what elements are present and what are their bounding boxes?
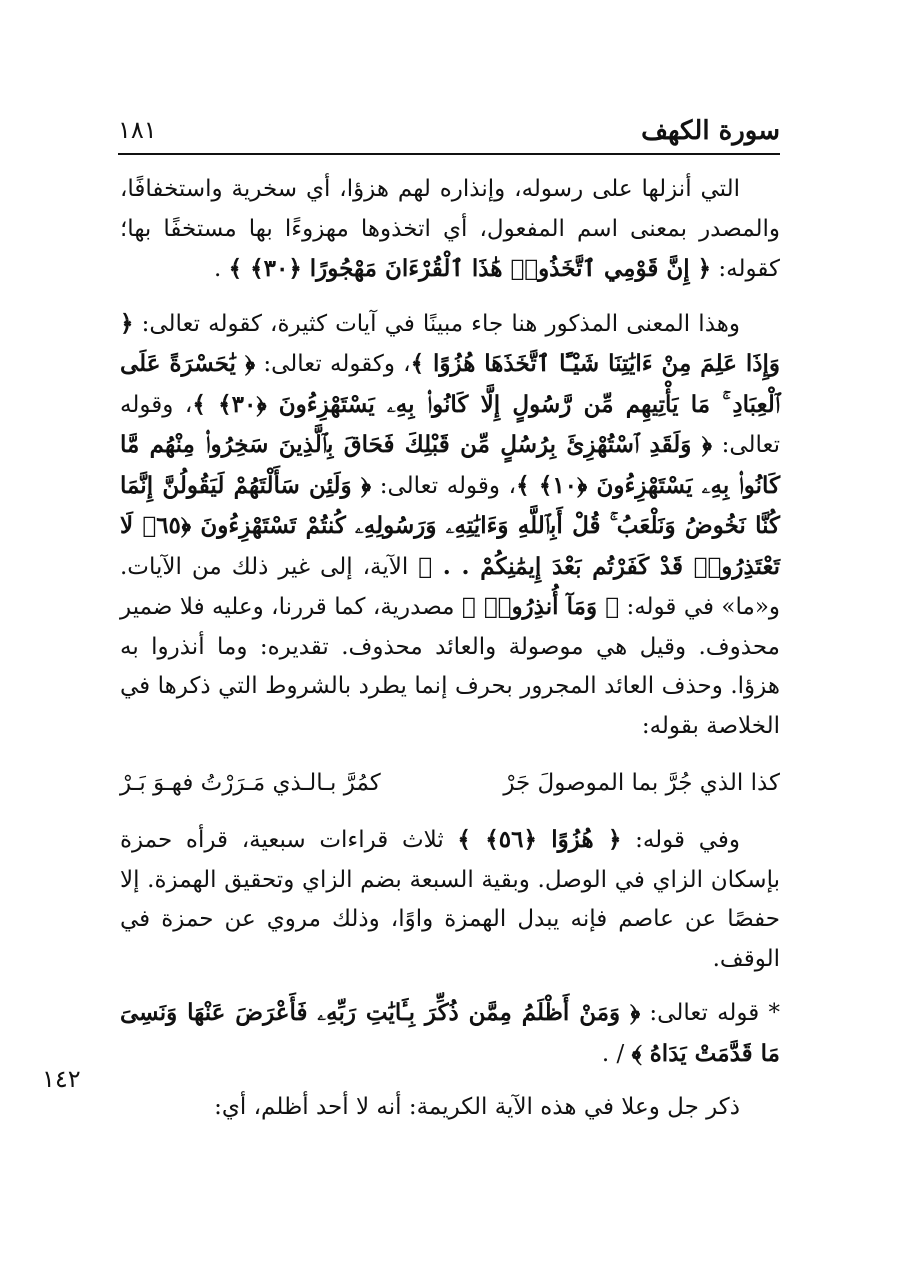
text-run: ، وكقوله تعالى: <box>255 351 411 377</box>
margin-page-number: ١٤٢ <box>42 1065 81 1093</box>
quran-verse: ﴿ هُزُوًا ﴿٥٦﴾ ﴾ <box>457 826 622 853</box>
paragraph-4 <box>120 993 780 1074</box>
text-run: . <box>214 256 229 282</box>
quran-verse: ﴿ إِنَّ قَوْمِي ٱتَّخَذُوا۟ هَٰذَا ٱلْقُرْءَانَ مَهْجُورًا ﴿٣٠﴾ ﴾ <box>228 255 712 282</box>
text-run: ثلاث قراءات سبعية، قرأه حمزة بإسكان الزاي في الوصل. وبقية السبعة بضم الزاي وتحقيق الهمزة. إلا حفصًا عن عاصم فإنه يبدل الهمزة واوًا، وذلك مروي عن حمزة في الوقف. <box>120 827 780 972</box>
quran-verse: ﴿ يَٰحَسْرَةً عَلَى ٱلْعِبَادِ ۚ مَا يَأْتِيهِم مِّن رَّسُولٍ إِلَّا كَانُوا۟ بِهِۦ يَسْتَهْزِءُونَ ﴿٣٠﴾ ﴾ <box>120 350 780 418</box>
paragraph-5 <box>120 1088 780 1128</box>
text-run: وهذا المعنى المذكور هنا جاء مبينًا في آيات كثيرة، كقوله تعالى: <box>133 310 740 337</box>
paragraph-3 <box>120 820 780 979</box>
page-number: ١٨١ <box>118 116 157 144</box>
header-rule <box>118 153 780 155</box>
text-run: التي أنزلها على رسوله، وإنذاره لهم هزؤا، أي سخرية واستخفافًا، والمصدر بمعنى اسم المفعول، أي اتخذوها مهزوءًا بها مستخفًا بها؛ كقوله: <box>120 176 780 282</box>
poetry-verse <box>120 760 780 806</box>
poem-first-hemistich: كذا الذي جُرَّ بما الموصولَ جَرْ <box>503 770 780 796</box>
quran-verse: ﴿ وَمَنْ أَظْلَمُ مِمَّن ذُكِّرَ بِـَٔايَٰتِ رَبِّهِۦ فَأَعْرَضَ عَنْهَا وَنَسِىَ مَا قَدَّمَتْ يَدَاهُ ﴾ <box>120 999 780 1067</box>
paragraph-2 <box>120 304 780 747</box>
quran-verse: ﴿ وَلَقَدِ ٱسْتُهْزِئَ بِرُسُلٍ مِّن قَبْلِكَ فَحَاقَ بِٱلَّذِينَ سَخِرُوا۟ مِنْهُم مَّا كَانُوا۟ بِهِۦ يَسْتَهْزِءُونَ ﴿١٠﴾ ﴾ <box>120 431 781 499</box>
surah-title: سورة الكهف <box>641 116 780 146</box>
text-run: * قوله تعالى: <box>640 1000 780 1026</box>
text-run: الآية، إلى غير ذلك من الآيات. و«ما» في قوله: <box>120 553 780 620</box>
paragraph-gap <box>120 290 780 304</box>
paragraph-gap <box>120 746 780 760</box>
paragraph-gap <box>120 1074 780 1088</box>
paragraph-gap <box>120 979 780 993</box>
page-body <box>120 170 780 1128</box>
quran-verse: ﴿ وَمَآ أُنذِرُوا۟ ﴾ <box>461 593 620 620</box>
text-run: ، وقوله تعالى: <box>120 391 780 458</box>
poem-second-hemistich: كمُرَّ بـالـذي مَـرَرْتُ فهـوَ بَـرْ <box>120 770 381 796</box>
text-run: مصدرية، كما قررنا، وعليه فلا ضمير محذوف. وقيل هي موصولة والعائد محذوف. تقديره: وما أنذروا به هزؤا. وحذف العائد المجرور بحرف إنما يطرد بالشروط التي ذكرها في الخلاصة بقوله: <box>120 594 780 739</box>
text-run: ، وقوله تعالى: <box>371 472 517 499</box>
text-run: / . <box>601 1040 632 1067</box>
page-header <box>118 112 780 152</box>
paragraph-gap <box>120 806 780 820</box>
quran-verse: ﴿ وَلَئِن سَأَلْتَهُمْ لَيَقُولُنَّ إِنَّمَا كُنَّا نَخُوضُ وَنَلْعَبُ ۚ قُلْ أَبِٱللَّهِ وَءَايَٰتِهِۦ وَرَسُولِهِۦ كُنتُمْ تَسْتَهْزِءُونَ ﴿٦٥﴾ لَا تَعْتَذِرُوا۟ قَدْ كَفَرْتُم بَعْدَ إِيمَٰنِكُمْ . . ﴾ <box>120 471 780 580</box>
text-run: وفي قوله: <box>621 827 740 853</box>
paragraph-1 <box>120 170 780 290</box>
quran-verse: ﴿ وَإِذَا عَلِمَ مِنْ ءَايَٰتِنَا شَيْـًٔا ٱتَّخَذَهَا هُزُوًا ﴾ <box>120 309 780 377</box>
text-run: ذكر جل وعلا في هذه الآية الكريمة: أنه لا أحد أظلم، أي: <box>214 1094 740 1120</box>
